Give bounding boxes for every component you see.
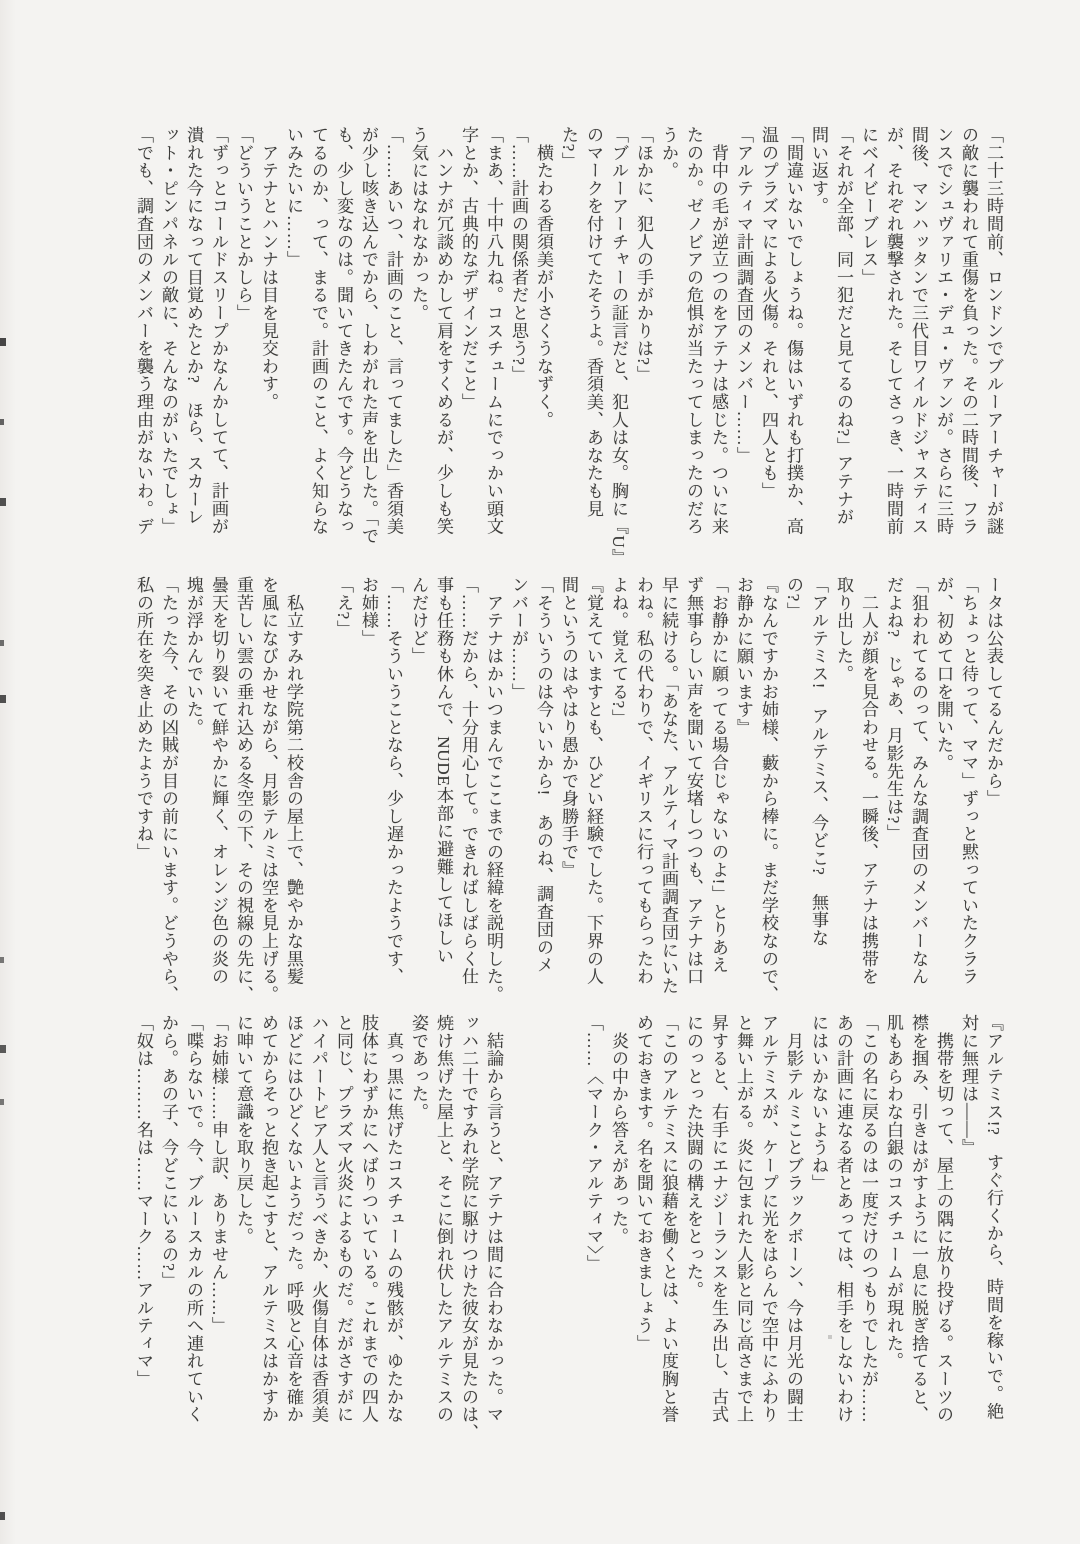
vertical-text-column: ンスでシュヴァリエ・デュ・ヴァンが。さらに三時	[934, 126, 953, 536]
vertical-text-column: アテナとハンナは目を見交わす。	[259, 126, 278, 411]
vertical-text-column: たのか。ゼノビアの危惧が当たってしまったのだろ	[684, 126, 703, 536]
vertical-text-column: 「……だから、十分用心して。できればしばらく仕	[459, 576, 478, 986]
vertical-text-column: 携帯を切って、屋上の隅に放り投げる。スーツの	[934, 1014, 953, 1424]
vertical-text-column: 「まあ、十中八九ね。コスチュームにでっかい頭文	[484, 126, 503, 536]
scan-artifact-specks	[0, 0, 4, 4]
vertical-text-column: から。あの子、今どこにいるの?」	[159, 1014, 178, 1290]
vertical-text-column: あの計画に連なる者とあっては、相手をしないわけ	[834, 1014, 853, 1424]
vertical-text-column: わね。私の代わりで、イギリスに行ってもらったわ	[634, 576, 653, 986]
vertical-text-column: 『覚えていますとも、ひどい経験でした。下界の人	[584, 576, 603, 986]
vertical-text-column: 真っ黒に焦げたコスチュームの残骸が、ゆたかな	[384, 1014, 403, 1424]
vertical-text-column: 「でも、調査団のメンバーを襲う理由がないわ。デ	[134, 126, 153, 536]
vertical-text-column: が、それぞれ襲撃された。そしてさっき、一時間前	[884, 126, 903, 536]
vertical-text-column: 「……〈マーク・アルティマ〉」	[584, 1014, 603, 1273]
vertical-text-column: 肌もあらわな白銀のコスチュームが現れた。	[884, 1014, 903, 1370]
vertical-text-column: 姿であった。	[409, 1014, 428, 1121]
vertical-text-column: 「アルテミス! アルテミス、今どこ? 無事な	[809, 576, 828, 947]
vertical-text-column: 「ちょっと待って、ママ」ずっと黙っていたクララ	[959, 576, 978, 986]
vertical-text-column: う気にはなれなかった。	[409, 126, 428, 322]
scene-break-gap	[506, 1014, 531, 1450]
vertical-text-column: うか。	[659, 126, 678, 180]
vertical-text-column: だよね? じゃあ、月影先生は?」	[884, 576, 903, 842]
vertical-text-column: 二人が顔を見合わせる。一瞬後、アテナは携帯を	[859, 576, 878, 986]
vertical-text-column: 「この名に戻るのは一度だけのつもりでしたが……	[859, 1014, 878, 1424]
vertical-text-column: 曇天を切り裂いて鮮やかに輝く、オレンジ色の炎の	[209, 576, 228, 986]
vertical-text-column: のマークを付けてたそうよ。香須美、あなたも見	[584, 126, 603, 518]
vertical-text-column: 「どういうことかしら」	[234, 126, 253, 322]
vertical-text-column: 「たった今、その凶賊が目の前にいます。どうやら、	[159, 576, 178, 1004]
vertical-text-column: 「そういうのは今いいから! あのね、調査団のメ	[534, 576, 553, 975]
vertical-text-column: 襟を掴み、引きはがすように一息に脱ぎ捨てると、	[909, 1014, 928, 1424]
vertical-text-column: めてからそっと抱き起こすと、アルテミスはかすか	[259, 1014, 278, 1424]
vertical-text-column: ータは公表してるんだから」	[984, 576, 1003, 808]
vertical-text-column: 背中の毛が逆立つのをアテナは感じた。ついに来	[709, 126, 728, 536]
vertical-text-column: 「お姉様……申し訳、ありません……」	[209, 1014, 228, 1335]
scene-break-gap	[556, 1014, 581, 1450]
vertical-text-column: 取り出した。	[834, 576, 853, 683]
vertical-text-column: ハンナが冗談めかして肩をすくめるが、少しも笑	[434, 126, 453, 536]
vertical-text-column: 「……あいつ、計画のこと、言ってました」香須美	[384, 126, 403, 536]
vertical-text-column: 横たわる香須美が小さくうなずく。	[534, 126, 553, 429]
vertical-text-column: ンバーが……」	[509, 576, 528, 701]
vertical-text-column: を風になびかせながら、月影テルミは空を見上げる。	[259, 576, 278, 1004]
vertical-text-column: めておきます。名を聞いておきましょう」	[634, 1014, 653, 1353]
vertical-text-column: 私立すみれ学院第二校舎の屋上で、艶やかな黒髪	[284, 576, 303, 986]
vertical-text-column: にのっとった決闘の構えをとった。	[684, 1014, 703, 1299]
vertical-text-column: 対に無理は――』	[959, 1014, 978, 1157]
vertical-text-column: 「喋らないで。今、ブルースカルの所へ連れていく	[184, 1014, 203, 1424]
vertical-text-column: 塊が浮かんでいた。	[184, 576, 203, 737]
text-band-top	[131, 126, 1006, 567]
vertical-text-column: 間というのはやはり愚かで身勝手で』	[559, 576, 578, 879]
vertical-text-column: にベイビーブレス」	[859, 126, 878, 287]
vertical-text-column: 私の所在を突き止めたようですね」	[134, 576, 153, 861]
vertical-text-column: の敵に襲われて重傷を負った。その二時間後、フラ	[959, 126, 978, 536]
vertical-text-column: が少し咳き込んでから、しわがれた声を出した。「で	[359, 126, 378, 545]
vertical-text-column: 「間違いないでしょうね。傷はいずれも打撲か、高	[784, 126, 803, 536]
vertical-text-column: が、初めて口を開いた。	[934, 576, 953, 772]
vertical-text-column: 早に続ける。「あなた、アルティマ計画調査団にいた	[659, 576, 678, 995]
vertical-text-column: 「それが全部、同一犯だと見てるのね?」アテナが	[834, 126, 853, 526]
vertical-text-column: 字とか、古典的なデザインだこと」	[459, 126, 478, 411]
vertical-text-column: アルテミスが、ケープに光をはらんで空中にふわり	[759, 1014, 778, 1424]
vertical-text-column: お姉様」	[359, 576, 378, 648]
text-band-bottom	[131, 1014, 1006, 1450]
vertical-text-column: 「え?」	[334, 576, 353, 638]
vertical-text-column: 「奴は………名は……マーク……アルティマ」	[134, 1014, 153, 1388]
vertical-text-column: ット・ピンパネルの敵に、そんなのがいたでしょ」	[159, 126, 178, 536]
vertical-text-column: ハイパートピア人と言うべきか、火傷自体は香須美	[309, 1014, 328, 1424]
vertical-text-column: 「お静かに願ってる場合じゃないのよ!」とりあえ	[709, 576, 728, 975]
vertical-text-column: 結論から言うと、アテナは間に合わなかった。マ	[484, 1014, 503, 1424]
vertical-text-column: と同じ、プラズマ火炎によるものだ。だがさすがに	[334, 1014, 353, 1424]
vertical-text-column: にはいかないようね」	[809, 1014, 828, 1192]
vertical-text-column: 「二十三時間前、ロンドンでブルーアーチャーが謎	[984, 126, 1003, 536]
vertical-text-column: 「ブルーアーチャーの証言だと、犯人は女。胸に『U』	[609, 126, 628, 567]
vertical-text-column: 「ほかに、犯人の手がかりは?」	[634, 126, 653, 384]
vertical-text-column: 肢体にわずかにへばりついている。これまでの四人	[359, 1014, 378, 1424]
vertical-text-column: 重苦しい雲の垂れ込める冬空の下、その視線の先に、	[234, 576, 253, 1004]
vertical-text-column: 「……計画の関係者だと思う?」	[509, 126, 528, 384]
vertical-text-column: んだけど」	[409, 576, 428, 665]
vertical-text-column: と舞い上がる。炎に包まれた人影と同じ高さまで上	[734, 1014, 753, 1424]
vertical-text-column: 間後、マンハッタンで三代目ワイルドジャスティス	[909, 126, 928, 536]
vertical-text-column: 焼け焦げた屋上と、そこに倒れ伏したアルテミスの	[434, 1014, 453, 1424]
vertical-text-column: お静かに願います』	[734, 576, 753, 737]
vertical-text-column: いみたいに……」	[284, 126, 303, 269]
vertical-text-column: 『なんですかお姉様、藪から棒に。まだ学校なので、	[759, 576, 778, 1004]
vertical-text-column: の?」	[784, 576, 803, 620]
vertical-text-column: よね。覚えてる?」	[609, 576, 628, 727]
text-band-middle	[131, 576, 1006, 1012]
vertical-text-column: も、少し変なのは。聞いてきたんです。今どうなっ	[334, 126, 353, 536]
scene-break-gap	[531, 1014, 556, 1450]
vertical-text-column: 『アルテミス!? すぐ行くから、時間を稼いで。絶	[984, 1014, 1003, 1421]
vertical-text-column: ず無事らしい声を聞いて安堵しつつも、アテナは口	[684, 576, 703, 986]
vertical-text-column: 潰れた今になって目覚めたとか? ほら、スカーレ	[184, 126, 203, 526]
vertical-text-column: 事も任務も休んで、NUDE本部に避難してほしい	[434, 576, 453, 965]
vertical-text-column: た?」	[559, 126, 578, 170]
vertical-text-column: 「ずっとコールドスリープかなんかしてて、計画が	[209, 126, 228, 536]
vertical-text-column: 「……そういうことなら、少し遅かったようです、	[384, 576, 403, 986]
vertical-text-column: アテナはかいつまんでここまでの経緯を説明した。	[484, 576, 503, 1004]
vertical-text-column: に呻いて意識を取り戻した。	[234, 1014, 253, 1246]
vertical-text-column: ほどにはひどくないようだった。呼吸と心音を確か	[284, 1014, 303, 1424]
vertical-text-column: 温のプラズマによる火傷。それと、四人とも」	[759, 126, 778, 500]
vertical-text-column: 昇すると、右手にエナジーランスを生み出し、古式	[709, 1014, 728, 1424]
vertical-text-column: 月影テルミことブラックボーン、今は月光の闘士	[784, 1014, 803, 1424]
vertical-text-column: 「このアルテミスに狼藉を働くとは、よい度胸と誉	[659, 1014, 678, 1424]
vertical-text-column: 「狙われてるのって、みんな調査団のメンバーなん	[909, 576, 928, 986]
vertical-text-column: ッハ二十ですみれ学院に駆けつけた彼女が見たのは、	[459, 1014, 478, 1442]
vertical-text-column: 問い返す。	[809, 126, 828, 215]
vertical-text-column: 炎の中から答えがあった。	[609, 1014, 628, 1246]
vertical-text-column: 「アルティマ計画調査団のメンバー……」	[734, 126, 753, 465]
vertical-text-column: てるのか、って、まるで。計画のこと、よく知らな	[309, 126, 328, 536]
scene-break-gap	[306, 576, 331, 1012]
